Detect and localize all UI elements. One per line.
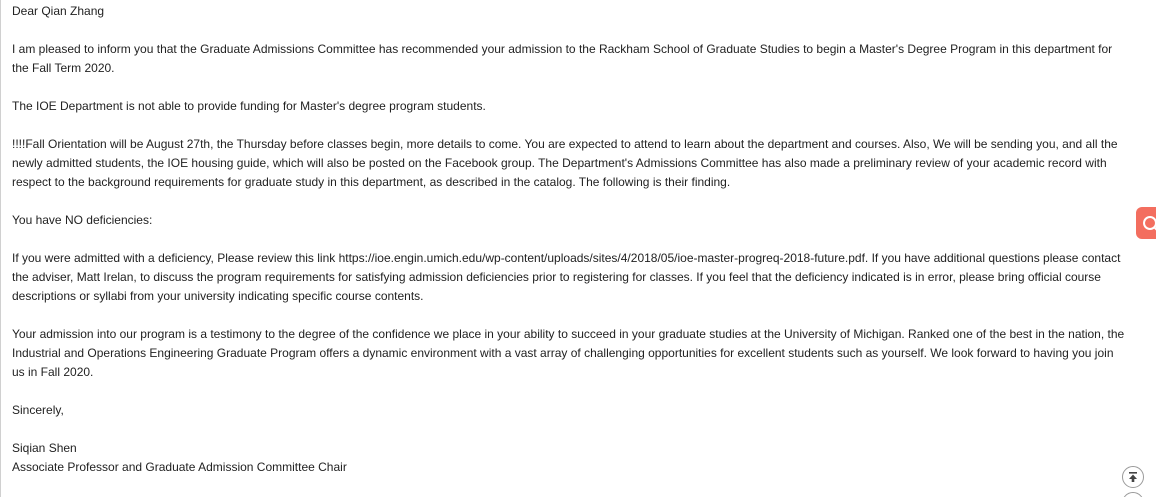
search-icon bbox=[1140, 214, 1156, 234]
paragraph-3-line-1: !!!!Fall Orientation will be August 27th, the Thursday before classes begin, more details to come. You are expected to attend to learn about the department and courses. Also, We will be sending you, and all the bbox=[12, 137, 1118, 151]
letter-closing: Sincerely, bbox=[12, 403, 64, 417]
paragraph-3-line-2: newly admitted students, the IOE housing guide, which will also be posted on the Facebook group. The Department's Admissions Committee has also made a preliminary review of your academic record with bbox=[12, 156, 1107, 170]
paragraph-5-line-2: the adviser, Matt Irelan, to discuss the program requirements for satisfying admission deficiencies prior to registering for classes. If you feel that the deficiency indicated is in error, please bring official course bbox=[12, 270, 1101, 284]
search-tab-button[interactable] bbox=[1136, 207, 1156, 239]
paragraph-4: You have NO deficiencies: bbox=[12, 213, 153, 227]
scroll-to-top-button[interactable] bbox=[1122, 466, 1144, 488]
paragraph-5-line-1: If you were admitted with a deficiency, Please review this link https://ioe.engin.umich.edu/wp-content/uploads/sites/4/2018/05/ioe-master-progreq-2018-future.pdf. If you have additional questions please contact bbox=[12, 251, 1121, 265]
paragraph-6-line-3: us in Fall 2020. bbox=[12, 365, 94, 379]
paragraph-1-line-2: the Fall Term 2020. bbox=[12, 61, 115, 75]
letter-greeting: Dear Qian Zhang bbox=[12, 4, 105, 18]
paragraph-6-line-2: Industrial and Operations Engineering Graduate Program offers a dynamic environment with a vast array of challenging opportunities for excellent students such as yourself. We look forward to having you join bbox=[12, 346, 1114, 360]
paragraph-6-line-1: Your admission into our program is a testimony to the degree of the confidence we place in your ability to succeed in your graduate studies at the University of Michigan. Ranked one of the best in the nation, the bbox=[12, 327, 1125, 341]
paragraph-1-line-1: I am pleased to inform you that the Graduate Admissions Committee has recommended your admission to the Rackham School of Graduate Studies to begin a Master's Degree Program in this department for bbox=[12, 42, 1113, 56]
signer-name: Siqian Shen bbox=[12, 441, 77, 455]
paragraph-3-line-3: respect to the background requirements for graduate study in this department, as described in the catalog. The following is their finding. bbox=[12, 175, 731, 189]
paragraph-5-line-3: descriptions or syllabi from your university indicating specific course contents. bbox=[12, 289, 424, 303]
signer-title: Associate Professor and Graduate Admission Committee Chair bbox=[12, 460, 347, 474]
scroll-to-top-icon bbox=[1127, 471, 1139, 483]
paragraph-2: The IOE Department is not able to provide funding for Master's degree program students. bbox=[12, 99, 486, 113]
